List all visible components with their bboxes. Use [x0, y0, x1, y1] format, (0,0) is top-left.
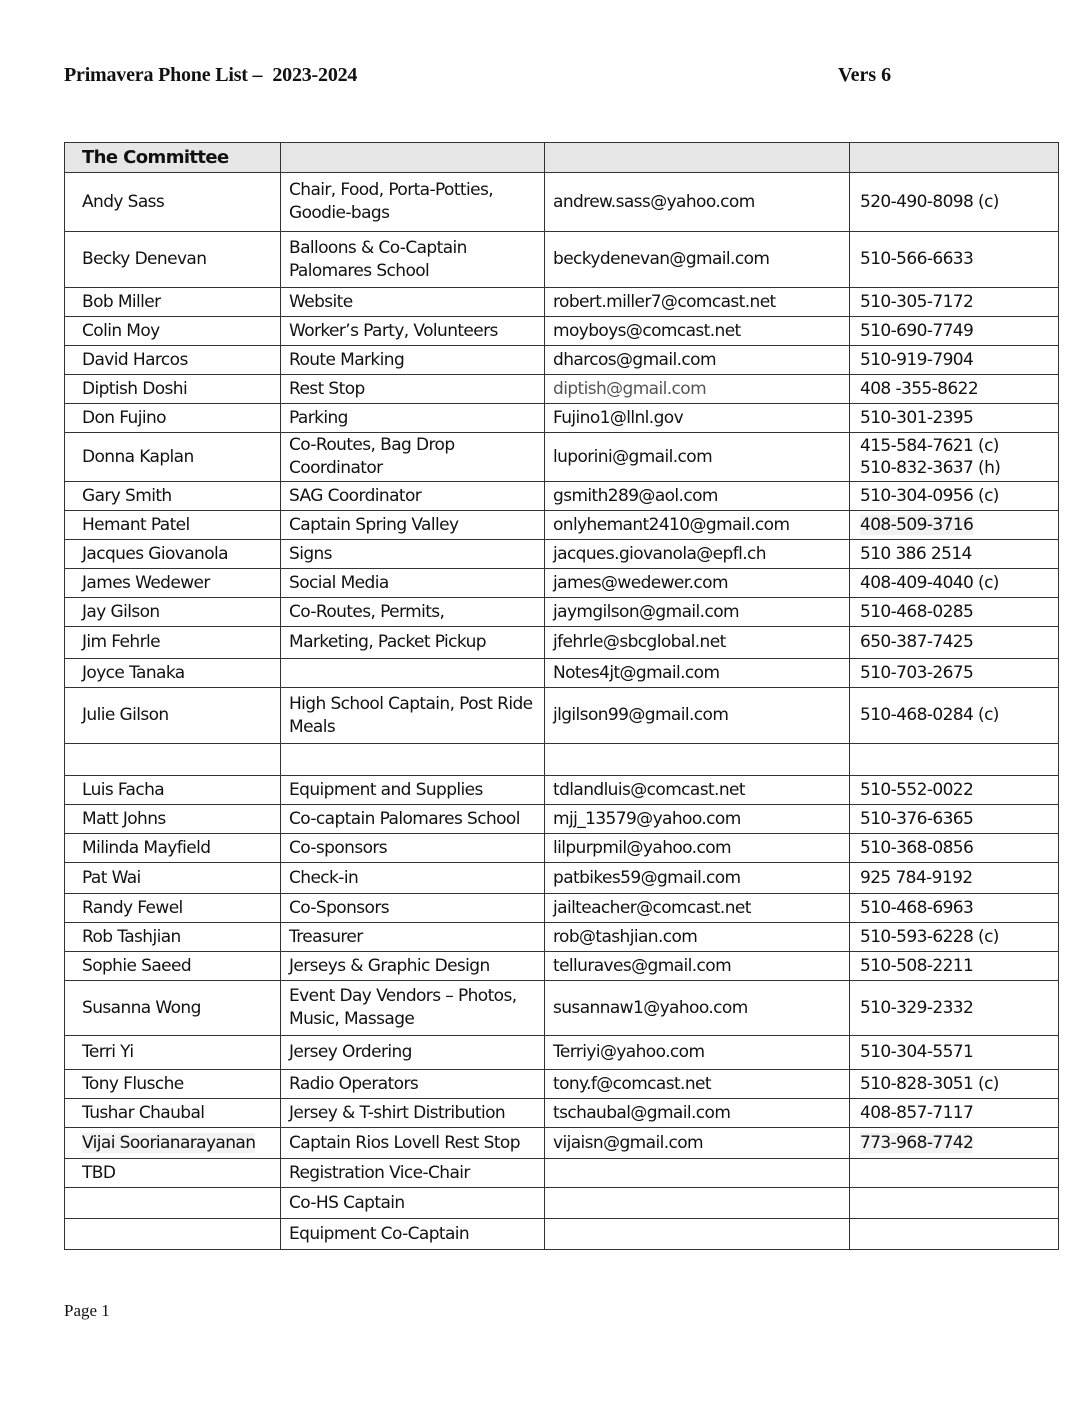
member-role-text: Jersey & T-shirt Distribution — [289, 1102, 506, 1123]
table-row — [65, 863, 1059, 894]
member-phone-cell — [850, 1070, 1059, 1099]
table-row — [65, 952, 1059, 981]
member-email-cell — [545, 1159, 850, 1188]
member-name-text: TBD — [82, 1162, 116, 1183]
table-row — [65, 288, 1059, 317]
member-role-text: Marketing, Packet Pickup — [289, 632, 486, 652]
member-role-cell — [281, 894, 545, 923]
member-name-text: Matt Johns — [82, 808, 166, 829]
member-email-text[interactable]: onlyhemant2410@gmail.com — [553, 514, 790, 535]
member-role-cell — [281, 511, 545, 540]
table-row — [65, 1188, 1059, 1219]
member-email-text[interactable]: tony.f@comcast.net — [553, 1073, 711, 1094]
member-name-cell — [65, 1188, 281, 1219]
member-name-cell — [65, 834, 281, 863]
member-phone-text: 510-301-2395 — [860, 407, 974, 428]
member-role-cell — [281, 688, 545, 744]
member-phone-text: 510-703-2675 — [860, 662, 974, 683]
member-name-cell — [65, 482, 281, 511]
member-role-cell — [281, 346, 545, 375]
member-phone-cell — [850, 1036, 1059, 1070]
member-phone-text: 510-828-3051 (c) — [860, 1073, 999, 1094]
member-role-text: Signs — [289, 543, 332, 564]
member-email-cell[interactable] — [545, 346, 850, 375]
member-phone-text: 510-376-6365 — [860, 808, 974, 829]
member-phone-cell — [850, 952, 1059, 981]
table-row — [65, 1070, 1059, 1099]
member-email-text[interactable]: Fujino1@llnl.gov — [553, 407, 684, 428]
member-name-text: Randy Fewel — [82, 897, 183, 918]
member-email-cell[interactable] — [545, 1070, 850, 1099]
member-email-text[interactable]: tschaubal@gmail.com — [553, 1102, 731, 1123]
member-role-cell — [281, 659, 545, 688]
member-email-text[interactable]: susannaw1@yahoo.com — [553, 997, 748, 1018]
member-role-text: Treasurer — [289, 926, 363, 947]
member-phone-cell — [850, 1099, 1059, 1128]
member-email-cell[interactable] — [545, 688, 850, 744]
member-phone-cell — [850, 511, 1059, 540]
member-phone-text: 520-490-8098 (c) — [860, 191, 999, 212]
member-phone-text: 408-509-3716 — [860, 514, 974, 535]
member-email-text[interactable]: beckydenevan@gmail.com — [553, 249, 770, 269]
header-cell-committee: The Committee — [65, 143, 281, 173]
member-name-text: Susanna Wong — [82, 997, 201, 1018]
member-name-cell — [65, 317, 281, 346]
member-name-cell — [65, 776, 281, 805]
member-email-cell[interactable] — [545, 952, 850, 981]
member-email-text[interactable]: Terriyi@yahoo.com — [553, 1042, 705, 1062]
member-email-text[interactable]: rob@tashjian.com — [553, 926, 698, 947]
member-role-text: Co-HS Captain — [289, 1192, 405, 1213]
member-email-text[interactable]: moyboys@comcast.net — [553, 320, 741, 341]
member-role-text: Balloons & Co-Captain Palomares School — [289, 237, 467, 281]
member-email-text[interactable]: patbikes59@gmail.com — [553, 867, 741, 888]
member-phone-cell — [850, 232, 1059, 288]
member-email-cell[interactable] — [545, 659, 850, 688]
member-name-cell — [65, 569, 281, 598]
table-row — [65, 744, 1059, 776]
member-email-cell[interactable] — [545, 173, 850, 232]
member-role-cell — [281, 1099, 545, 1128]
member-name-cell — [65, 627, 281, 659]
member-name-text: Tushar Chaubal — [82, 1102, 205, 1123]
table-row — [65, 404, 1059, 433]
table-row — [65, 511, 1059, 540]
member-role-text: Equipment and Supplies — [289, 779, 483, 800]
member-role-cell — [281, 482, 545, 511]
member-role-cell — [281, 404, 545, 433]
member-role-cell — [281, 317, 545, 346]
member-email-cell — [545, 744, 850, 776]
member-phone-cell — [850, 1128, 1059, 1159]
member-email-cell[interactable] — [545, 317, 850, 346]
member-phone-text: 510-919-7904 — [860, 349, 974, 370]
member-role-cell — [281, 375, 545, 404]
member-name-cell — [65, 375, 281, 404]
member-role-text: Social Media — [289, 572, 389, 593]
member-role-cell — [281, 834, 545, 863]
member-role-cell — [281, 805, 545, 834]
table-row — [65, 834, 1059, 863]
member-role-cell — [281, 598, 545, 627]
member-phone-cell — [850, 981, 1059, 1036]
member-phone-text: 510-593-6228 (c) — [860, 926, 999, 947]
member-email-cell[interactable] — [545, 375, 850, 404]
member-email-cell[interactable] — [545, 232, 850, 288]
member-name-text: Hemant Patel — [82, 514, 190, 535]
member-email-text[interactable]: mjj_13579@yahoo.com — [553, 808, 741, 829]
member-role-text: Event Day Vendors – Photos, Music, Massage — [289, 986, 517, 1029]
member-role-text: Jerseys & Graphic Design — [289, 955, 490, 976]
member-name-cell — [65, 346, 281, 375]
member-name-cell — [65, 540, 281, 569]
member-email-cell[interactable] — [545, 598, 850, 627]
member-email-cell[interactable] — [545, 1099, 850, 1128]
title-text: Primavera Phone List – — [64, 64, 263, 86]
member-role-text: Rest Stop — [289, 378, 365, 399]
member-email-text[interactable]: luporini@gmail.com — [553, 446, 713, 467]
header-cell-email — [545, 143, 850, 173]
member-name-text: Joyce Tanaka — [82, 662, 185, 683]
table-row — [65, 569, 1059, 598]
member-phone-cell — [850, 744, 1059, 776]
member-email-cell[interactable] — [545, 540, 850, 569]
member-name-cell — [65, 952, 281, 981]
member-email-text[interactable]: jfehrle@sbcglobal.net — [553, 632, 726, 652]
member-phone-text: 510-690-7749 — [860, 320, 974, 341]
member-role-text: Co-Sponsors — [289, 897, 389, 918]
member-role-text: Co-Routes, Permits, — [289, 601, 445, 622]
document-version: Vers 6 — [838, 64, 892, 86]
member-phone-text: 510-304-0956 (c) — [860, 485, 999, 506]
member-name-text: Tony Flusche — [82, 1073, 184, 1094]
member-email-text[interactable]: dharcos@gmail.com — [553, 349, 716, 370]
member-role-text: Jersey Ordering — [289, 1042, 412, 1062]
member-name-cell — [65, 511, 281, 540]
member-role-cell — [281, 952, 545, 981]
member-email-text[interactable]: vijaisn@gmail.com — [553, 1132, 704, 1153]
member-name-cell — [65, 1099, 281, 1128]
member-role-text: Co-Routes, Bag Drop Coordinator — [289, 435, 455, 478]
member-role-cell — [281, 1159, 545, 1188]
member-email-text[interactable]: Notes4jt@gmail.com — [553, 662, 720, 683]
member-name-text: Milinda Mayfield — [82, 837, 211, 858]
member-email-cell[interactable] — [545, 834, 850, 863]
member-email-cell[interactable] — [545, 1128, 850, 1159]
member-email-cell[interactable] — [545, 482, 850, 511]
member-email-text[interactable]: tdlandluis@comcast.net — [553, 779, 745, 800]
table-row — [65, 173, 1059, 232]
member-phone-cell — [850, 288, 1059, 317]
member-email-text[interactable]: jaymgilson@gmail.com — [553, 601, 739, 622]
header-cell-phone — [850, 143, 1059, 173]
member-role-cell — [281, 776, 545, 805]
member-phone-cell — [850, 375, 1059, 404]
member-name-cell — [65, 923, 281, 952]
member-phone-text: 408-409-4040 (c) — [860, 572, 999, 593]
member-role-text: Chair, Food, Porta-Potties, Goodie-bags — [289, 180, 494, 223]
member-name-cell — [65, 404, 281, 433]
member-phone-text: 408-857-7117 — [860, 1102, 974, 1123]
member-name-text: James Wedewer — [82, 572, 210, 593]
member-phone-text: 510-468-0284 (c) — [860, 705, 999, 725]
member-phone-cell — [850, 776, 1059, 805]
member-email-cell[interactable] — [545, 288, 850, 317]
member-phone-text: 510-468-0285 — [860, 601, 974, 622]
table-row — [65, 1099, 1059, 1128]
member-email-text[interactable]: diptish@gmail.com — [553, 378, 707, 399]
member-name-text: David Harcos — [82, 349, 188, 370]
member-name-text: Colin Moy — [82, 320, 160, 341]
member-email-cell[interactable] — [545, 776, 850, 805]
member-role-cell — [281, 744, 545, 776]
member-role-cell — [281, 627, 545, 659]
member-phone-cell — [850, 346, 1059, 375]
member-phone-text: 415-584-7621 (c) — [860, 436, 999, 456]
member-phone-cell — [850, 863, 1059, 894]
member-role-text: Co-captain Palomares School — [289, 808, 520, 829]
member-email-text[interactable]: james@wedewer.com — [553, 572, 728, 593]
member-email-cell[interactable] — [545, 981, 850, 1036]
member-role-text: SAG Coordinator — [289, 485, 422, 506]
member-phone-cell — [850, 540, 1059, 569]
member-phone-secondary-text: 510-832-3637 (h) — [860, 458, 1001, 478]
table-row — [65, 688, 1059, 744]
member-email-cell[interactable] — [545, 923, 850, 952]
member-email-text[interactable]: jlgilson99@gmail.com — [553, 705, 729, 725]
member-name-text: Vijai Soorianarayanan — [82, 1132, 256, 1153]
member-role-cell — [281, 1070, 545, 1099]
member-name-text: Jim Fehrle — [82, 632, 160, 652]
member-phone-cell — [850, 173, 1059, 232]
member-phone-text: 510-368-0856 — [860, 837, 974, 858]
member-name-text: Gary Smith — [82, 485, 172, 506]
member-role-text: Radio Operators — [289, 1073, 419, 1094]
member-name-cell — [65, 659, 281, 688]
committee-phone-table — [64, 142, 1059, 1250]
member-name-cell — [65, 863, 281, 894]
member-email-text[interactable]: jacques.giovanola@epfl.ch — [553, 543, 766, 564]
member-role-text: Website — [289, 291, 353, 312]
member-phone-text: 510-305-7172 — [860, 291, 974, 312]
member-email-cell[interactable] — [545, 627, 850, 659]
member-phone-cell — [850, 1159, 1059, 1188]
member-role-text: Registration Vice-Chair — [289, 1162, 470, 1183]
member-email-text[interactable]: gsmith289@aol.com — [553, 485, 718, 506]
table-row — [65, 317, 1059, 346]
header-cell-role — [281, 143, 545, 173]
table-row — [65, 482, 1059, 511]
member-phone-text: 510 386 2514 — [860, 543, 972, 564]
member-phone-cell — [850, 598, 1059, 627]
member-email-cell — [545, 1188, 850, 1219]
member-phone-cell — [850, 805, 1059, 834]
member-name-cell — [65, 688, 281, 744]
member-email-text[interactable]: andrew.sass@yahoo.com — [553, 191, 755, 212]
member-phone-cell — [850, 433, 1059, 482]
member-name-cell — [65, 1070, 281, 1099]
member-name-text: Don Fujino — [82, 407, 166, 428]
member-phone-text: 510-552-0022 — [860, 779, 974, 800]
member-role-text: Captain Rios Lovell Rest Stop — [289, 1132, 520, 1153]
member-phone-cell — [850, 1188, 1059, 1219]
member-name-cell — [65, 232, 281, 288]
title-year: 2023-2024 — [272, 64, 358, 86]
table-row — [65, 375, 1059, 404]
member-role-text: Co-sponsors — [289, 837, 388, 858]
member-name-cell — [65, 894, 281, 923]
member-name-text: Sophie Saeed — [82, 955, 192, 976]
table-row — [65, 1219, 1059, 1250]
member-email-cell[interactable] — [545, 894, 850, 923]
table-row — [65, 981, 1059, 1036]
member-email-text[interactable]: robert.miller7@comcast.net — [553, 291, 776, 312]
member-role-text: Parking — [289, 407, 348, 428]
member-phone-text: 510-508-2211 — [860, 955, 974, 976]
member-phone-text: 925 784-9192 — [860, 867, 973, 888]
member-role-cell — [281, 540, 545, 569]
table-row — [65, 805, 1059, 834]
member-phone-cell — [850, 923, 1059, 952]
member-name-cell — [65, 433, 281, 482]
member-email-cell[interactable] — [545, 1036, 850, 1070]
member-phone-text: 510-304-5571 — [860, 1042, 974, 1062]
member-email-cell — [545, 1219, 850, 1250]
member-role-text: Captain Spring Valley — [289, 514, 459, 535]
member-name-text: Diptish Doshi — [82, 378, 188, 399]
member-phone-cell — [850, 569, 1059, 598]
table-row — [65, 232, 1059, 288]
member-role-cell — [281, 569, 545, 598]
member-role-text: High School Captain, Post Ride Meals — [289, 693, 533, 737]
member-phone-cell — [850, 404, 1059, 433]
table-row — [65, 433, 1059, 482]
member-phone-text: 510-468-6963 — [860, 897, 974, 918]
member-role-cell — [281, 1219, 545, 1250]
member-role-cell — [281, 433, 545, 482]
member-email-text[interactable]: lilpurpmil@yahoo.com — [553, 837, 731, 858]
member-name-cell — [65, 1036, 281, 1070]
member-role-cell — [281, 923, 545, 952]
member-phone-cell — [850, 1219, 1059, 1250]
member-name-cell — [65, 1159, 281, 1188]
member-phone-cell — [850, 688, 1059, 744]
member-phone-cell — [850, 482, 1059, 511]
member-role-cell — [281, 173, 545, 232]
member-email-text[interactable]: telluraves@gmail.com — [553, 955, 732, 976]
member-role-cell — [281, 232, 545, 288]
member-role-text: Route Marking — [289, 349, 405, 370]
member-role-cell — [281, 1036, 545, 1070]
table-row — [65, 346, 1059, 375]
member-email-cell[interactable] — [545, 511, 850, 540]
member-name-text: Jay Gilson — [82, 601, 160, 622]
table-row — [65, 627, 1059, 659]
member-phone-text: 510-329-2332 — [860, 997, 974, 1018]
table-row — [65, 598, 1059, 627]
member-role-text: Worker’s Party, Volunteers — [289, 320, 498, 341]
table-row — [65, 659, 1059, 688]
member-name-text: Pat Wai — [82, 867, 141, 888]
member-name-text: Luis Facha — [82, 779, 165, 800]
member-name-cell — [65, 288, 281, 317]
member-phone-cell — [850, 659, 1059, 688]
table-row — [65, 1128, 1059, 1159]
member-phone-text: 650-387-7425 — [860, 632, 974, 652]
member-email-cell[interactable] — [545, 433, 850, 482]
member-name-cell — [65, 1128, 281, 1159]
member-phone-text: 510-566-6633 — [860, 249, 974, 269]
member-name-text: Donna Kaplan — [82, 446, 194, 467]
member-name-text: Bob Miller — [82, 291, 161, 312]
member-phone-text: 408 -355-8622 — [860, 378, 979, 399]
table-row — [65, 894, 1059, 923]
member-email-cell[interactable] — [545, 805, 850, 834]
document-title — [64, 64, 357, 87]
member-name-cell — [65, 173, 281, 232]
member-role-cell — [281, 863, 545, 894]
member-role-text: Equipment Co-Captain — [289, 1223, 470, 1244]
member-name-cell — [65, 744, 281, 776]
table-row — [65, 540, 1059, 569]
member-phone-cell — [850, 627, 1059, 659]
member-name-cell — [65, 598, 281, 627]
member-name-text: Becky Denevan — [82, 249, 207, 269]
member-role-cell — [281, 1128, 545, 1159]
member-phone-cell — [850, 894, 1059, 923]
table-row — [65, 1159, 1059, 1188]
member-name-cell — [65, 805, 281, 834]
member-phone-cell — [850, 834, 1059, 863]
member-phone-cell — [850, 317, 1059, 346]
page-number: Page 1 — [64, 1301, 110, 1320]
member-role-cell — [281, 1188, 545, 1219]
member-role-cell — [281, 288, 545, 317]
member-name-text: Julie Gilson — [82, 705, 169, 725]
member-email-cell[interactable] — [545, 404, 850, 433]
member-role-cell — [281, 981, 545, 1036]
member-name-text: Terri Yi — [82, 1042, 134, 1062]
member-name-text: Andy Sass — [82, 191, 165, 212]
member-name-cell — [65, 981, 281, 1036]
table-row — [65, 923, 1059, 952]
member-role-text: Check-in — [289, 867, 359, 888]
member-name-cell — [65, 1219, 281, 1250]
member-email-cell[interactable] — [545, 569, 850, 598]
table-row — [65, 1036, 1059, 1070]
table-row — [65, 776, 1059, 805]
member-name-text: Rob Tashjian — [82, 926, 181, 947]
member-email-text[interactable]: jailteacher@comcast.net — [553, 897, 751, 918]
member-phone-text: 773-968-7742 — [860, 1132, 974, 1153]
table-header-row — [65, 143, 1059, 173]
member-name-text: Jacques Giovanola — [82, 543, 228, 564]
member-email-cell[interactable] — [545, 863, 850, 894]
